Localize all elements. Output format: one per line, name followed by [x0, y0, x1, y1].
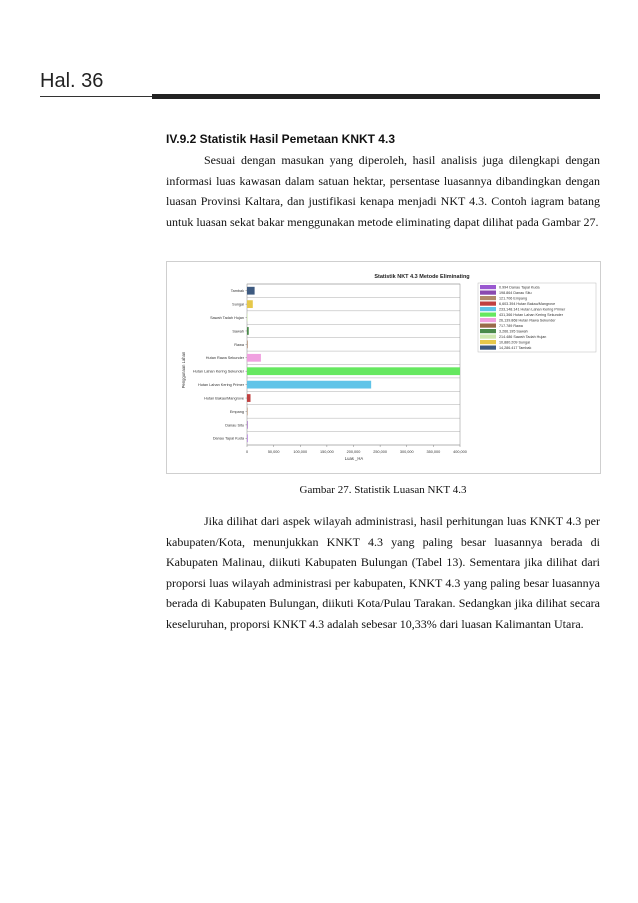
legend-swatch: [480, 285, 496, 289]
legend-swatch: [480, 302, 496, 306]
legend-swatch: [480, 340, 496, 344]
x-tick-label: 150,000: [320, 450, 334, 454]
x-axis-label: Luas _HA: [344, 456, 364, 461]
x-tick-label: 300,000: [399, 450, 414, 454]
bar-3: [247, 327, 249, 335]
bar-0: [247, 287, 255, 295]
legend-label: 6,603.394 Hutan Bakau/Mangrove: [499, 301, 556, 306]
legend-label: 3,266.195 Sawah: [499, 329, 528, 334]
paragraph-analysis: [166, 511, 600, 634]
y-axis-label: Penggunaan Lahan: [181, 351, 186, 389]
paragraph-intro-text: Sesuai dengan masukan yang diperoleh, hasil analisis juga dilengkapi dengan informasi luas kawasan dalam satuan hektar, persentase luasannya dibandingkan dengan luasan Provinsi Kaltara, dan justifikasi kenapa menjadi NKT 4.3. Contoh iagram batang untuk luasan sekat bakar menggunakan metode eliminating dapat dilihat pada Gambar 27.: [166, 153, 600, 229]
category-label: Rawa: [234, 342, 244, 347]
legend-label: 0.994 Danau Tapal Kuda: [499, 285, 540, 290]
x-tick-label: 250,000: [373, 450, 387, 454]
x-tick-label: 200,000: [346, 450, 361, 454]
legend-swatch: [480, 329, 496, 333]
category-label: Tambak: [230, 289, 244, 294]
category-label: Sawah Tadah Hujan: [210, 315, 244, 320]
figure-caption: Gambar 27. Statistik Luasan NKT 4.3: [299, 484, 467, 496]
page-label: Hal. 36: [40, 70, 104, 92]
x-tick-label: 400,000: [453, 450, 467, 454]
bar-chart: [167, 262, 600, 473]
x-tick-label: 0: [245, 450, 249, 454]
chart-figure: [166, 261, 601, 474]
bar-5: [247, 354, 261, 362]
legend-swatch: [480, 318, 496, 322]
category-label: Danau Tapal Kuda: [212, 436, 244, 441]
chart-title: Statistik NKT 4.3 Metode Eliminating: [374, 274, 470, 280]
legend-swatch: [480, 346, 496, 350]
legend-label: 26,139.868 Hutan Rawa Sekunder: [499, 318, 556, 323]
legend-swatch: [480, 307, 496, 311]
legend-label: 233,148.141 Hutan Lahan Kering Primer: [499, 307, 566, 312]
legend-label: 198.864 Danau Situ: [499, 290, 532, 295]
legend-label: 214.486 Sawah Tadah Hujan: [499, 334, 547, 339]
legend-label: 717.789 Rawa: [499, 323, 523, 328]
category-label: Hutan Lahan Kering Primer: [197, 383, 244, 388]
bar-7: [247, 381, 371, 389]
bar-1: [247, 300, 253, 308]
x-tick-label: 350,000: [426, 450, 441, 454]
category-label: Hutan Bakau/Mangrove: [204, 396, 244, 401]
plot-area: [247, 284, 460, 445]
category-label: Sawah: [232, 329, 244, 334]
bar-4: [247, 340, 248, 348]
legend-label: 431,366 Hutan Lahan Kering Sekunder: [499, 312, 563, 317]
bar-11: [247, 434, 248, 442]
header-rule-thin: [40, 96, 152, 97]
category-label: Danau Situ: [225, 423, 244, 428]
x-tick-label: 100,000: [293, 450, 308, 454]
header-rule-thick: [152, 94, 600, 99]
section-heading: IV.9.2 Statistik Hasil Pemetaan KNKT 4.3: [166, 132, 395, 146]
paragraph-intro: [166, 150, 600, 232]
legend-swatch: [480, 291, 496, 295]
bar-10: [247, 421, 248, 429]
bar-9: [247, 408, 248, 416]
bar-8: [247, 394, 251, 402]
category-label: Empang: [229, 409, 244, 414]
category-label: Hutan Lahan Kering Sekunder: [192, 369, 244, 374]
category-label: Sungai: [232, 302, 244, 307]
legend-swatch: [480, 296, 496, 300]
x-tick-labels: [246, 445, 467, 454]
chart-legend: [478, 283, 596, 352]
category-labels: [193, 289, 247, 441]
category-label: Hutan Rawa Sekunder: [205, 356, 244, 361]
bar-2: [247, 314, 248, 322]
x-tick-label: 50,000: [267, 450, 280, 454]
paragraph-analysis-text: Jika dilihat dari aspek wilayah administrasi, hasil perhitungan luas KNKT 4.3 per kabupaten/Kota, menunjukkan KNKT 4.3 yang paling besar luasannya berada di Kabupaten Malinau, diikuti Kabupaten Bulungan (Tabel 13). Sementara jika dilihat dari proporsi luas wilayah administrasi per kabupaten, KNKT 4.3 yang paling besar luasannya berada di Kabupaten Bulungan, diikuti Kota/Pulau Tarakan. Sedangkan jika dilihat secara keseluruhan, proporsi KNKT 4.3 adalah sebesar 10,33% dari luasan Kalimantan Utara.: [166, 514, 600, 631]
legend-label: 14,286.417 Tambak: [499, 345, 532, 350]
legend-label: 121.706 Empang: [499, 296, 528, 301]
legend-swatch: [480, 324, 496, 328]
legend-label: 10,880.209 Sungai: [499, 340, 530, 345]
bar-6: [247, 367, 460, 375]
legend-swatch: [480, 335, 496, 339]
legend-swatch: [480, 313, 496, 317]
